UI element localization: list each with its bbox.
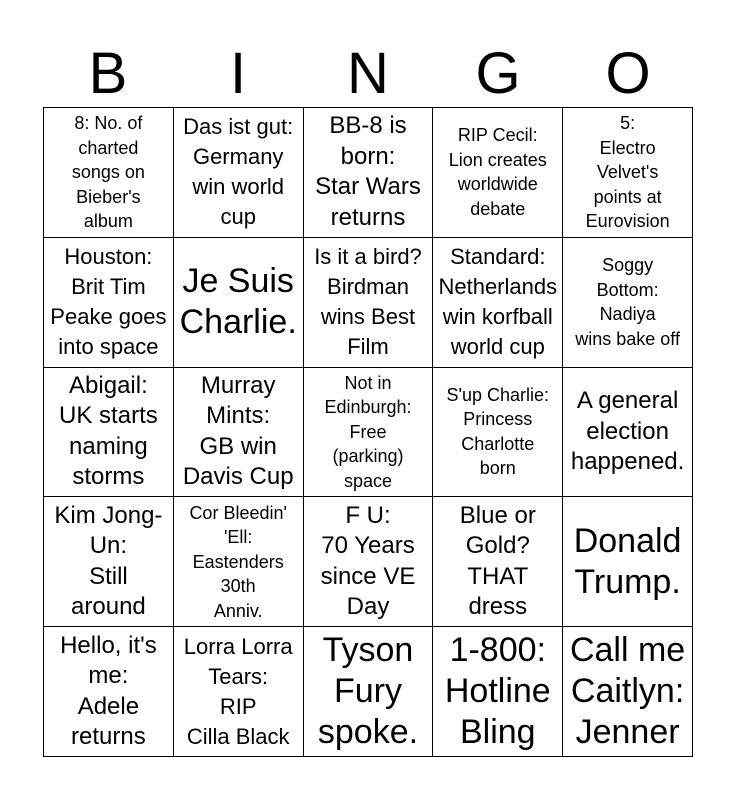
bingo-cell[interactable]: Das ist gut: Germany win world cup [174, 108, 304, 238]
header-letter-b: B [88, 41, 128, 106]
bingo-cell[interactable]: A general election happened. [563, 368, 693, 498]
header-letter-g: G [475, 41, 521, 106]
bingo-cell[interactable]: BB-8 is born: Star Wars returns [304, 108, 434, 238]
bingo-cell[interactable]: Hello, it's me: Adele returns [44, 627, 174, 757]
bingo-cell[interactable]: Murray Mints: GB win Davis Cup [174, 368, 304, 498]
bingo-header [43, 42, 693, 106]
bingo-cell[interactable]: Donald Trump. [563, 497, 693, 627]
bingo-cell[interactable]: 8: No. of charted songs on Bieber's album [44, 108, 174, 238]
bingo-cell[interactable]: RIP Cecil: Lion creates worldwide debate [433, 108, 563, 238]
header-letter-n: N [347, 41, 389, 106]
bingo-grid [43, 107, 693, 757]
bingo-cell[interactable]: 5: Electro Velvet's points at Eurovision [563, 108, 693, 238]
header-letter-o: O [605, 41, 651, 106]
bingo-cell[interactable]: Houston: Brit Tim Peake goes into space [44, 238, 174, 368]
bingo-cell[interactable]: Blue or Gold? THAT dress [433, 497, 563, 627]
bingo-cell[interactable]: Lorra Lorra Tears: RIP Cilla Black [174, 627, 304, 757]
bingo-cell[interactable]: 1-800: Hotline Bling [433, 627, 563, 757]
bingo-cell[interactable]: Standard: Netherlands win korfball world cup [433, 238, 563, 368]
bingo-cell[interactable]: Je Suis Charlie. [174, 238, 304, 368]
bingo-cell[interactable]: Cor Bleedin' 'Ell: Eastenders 30th Anniv. [174, 497, 304, 627]
bingo-cell[interactable]: F U: 70 Years since VE Day [304, 497, 434, 627]
bingo-cell[interactable]: Kim Jong- Un: Still around [44, 497, 174, 627]
bingo-cell[interactable]: Abigail: UK starts naming storms [44, 368, 174, 498]
bingo-cell[interactable]: S'up Charlie: Princess Charlotte born [433, 368, 563, 498]
bingo-cell[interactable]: Tyson Fury spoke. [304, 627, 434, 757]
header-letter-i: I [229, 41, 247, 106]
bingo-cell[interactable]: Is it a bird? Birdman wins Best Film [304, 238, 434, 368]
bingo-cell[interactable]: Call me Caitlyn: Jenner [563, 627, 693, 757]
bingo-cell[interactable]: Soggy Bottom: Nadiya wins bake off [563, 238, 693, 368]
bingo-cell[interactable]: Not in Edinburgh: Free (parking) space [304, 368, 434, 498]
